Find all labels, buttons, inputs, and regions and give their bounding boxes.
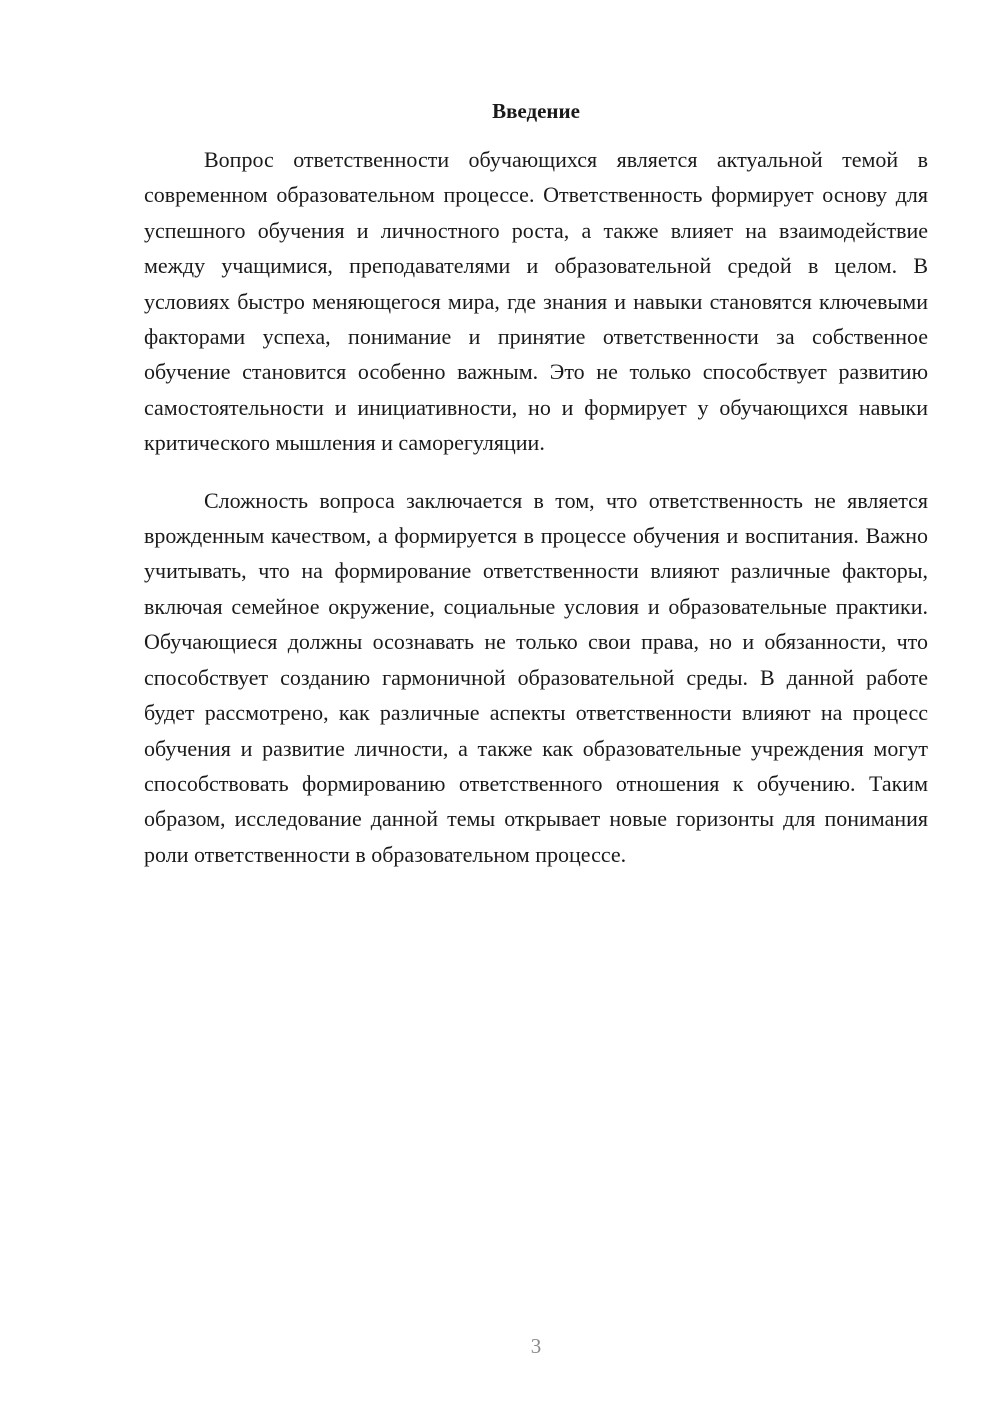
paragraph-1: Вопрос ответственности обучающихся является актуальной темой в современном образовательном процессе. Ответственность формирует основу для успешного обучения и личностного роста, а также влияет на взаимодействие между учащимися, преподавателями и образовательной средой в целом. В условиях быстро меняющегося мира, где знания и навыки становятся ключевыми факторами успеха, понимание и принятие ответственности за собственное обучение становится особенно важным. Это не только способствует развитию самостоятельности и инициативности, но и формирует у обучающихся навыки критического мышления и саморегуляции.: [144, 147, 928, 456]
page-number: 3: [530, 1334, 542, 1358]
body-text: [144, 142, 928, 894]
paragraph-2: Сложность вопроса заключается в том, что ответственность не является врожденным качеством, а формируется в процессе обучения и воспитания. Важно учитывать, что на формирование ответственности влияют различные факторы, включая семейное окружение, социальные условия и образовательные практики. Обучающиеся должны осознавать не только свои права, но и обязанности, что способствует созданию гармоничной образовательной среды. В данной работе будет рассмотрено, как различные аспекты ответственности влияют на процесс обучения и развитие личности, а также как образовательные учреждения могут способствовать формированию ответственного отношения к обучению. Таким образом, исследование данной темы открывает новые горизонты для понимания роли ответственности в образовательном процессе.: [144, 487, 928, 867]
section-title: Введение: [492, 99, 580, 123]
